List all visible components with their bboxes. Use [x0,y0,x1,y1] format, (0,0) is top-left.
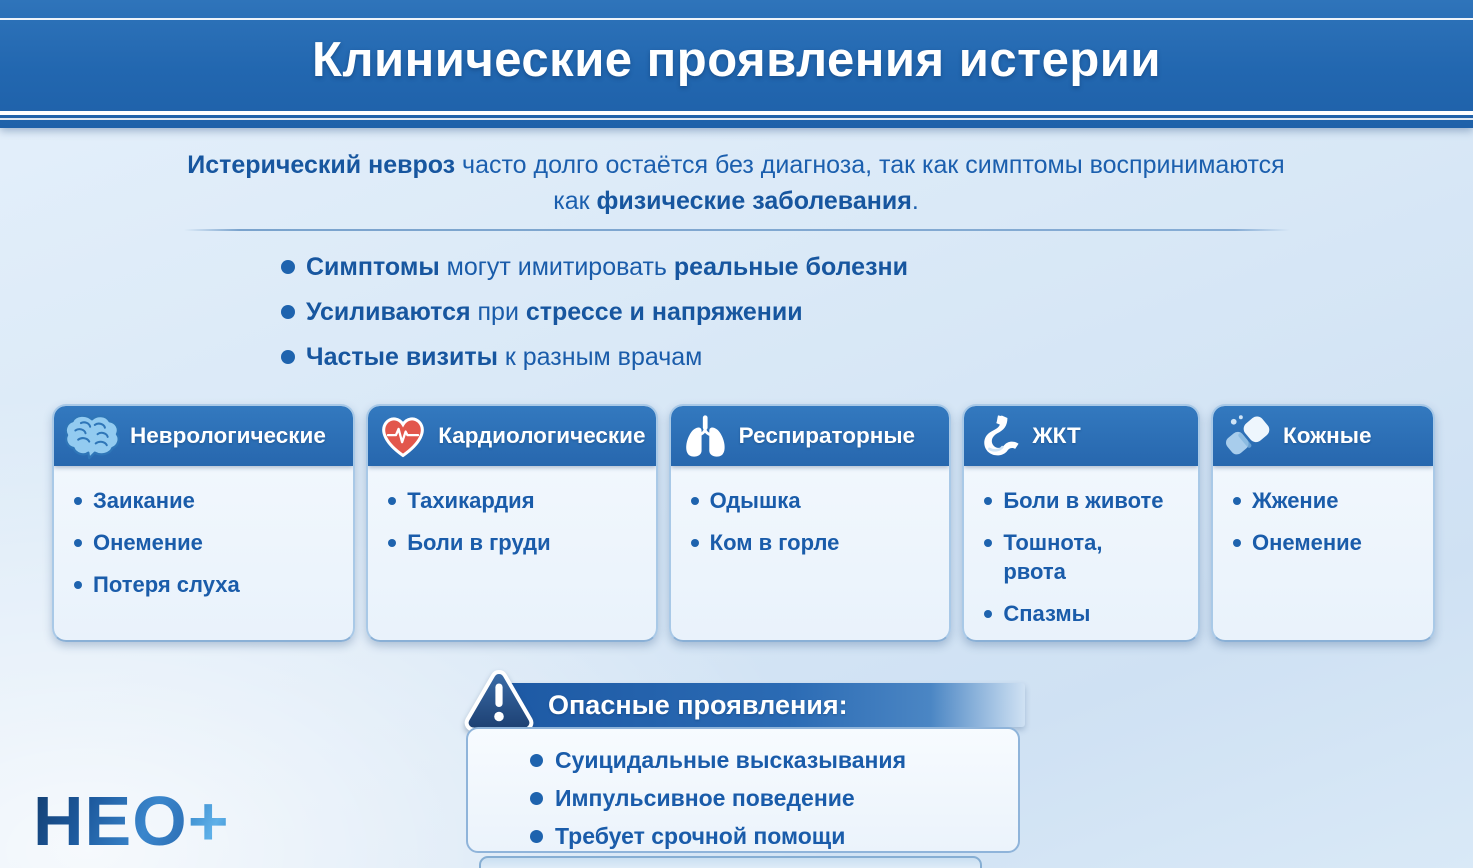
key-point-item [281,342,908,372]
key-point-mid: при [470,298,526,326]
card-symptom-list [54,466,353,622]
bullet-dot [984,610,992,618]
heart-ecg-icon [378,413,428,459]
key-point-item [281,252,908,282]
card-symptom-item: Жжение [1233,486,1421,515]
card-header-bar [368,406,655,466]
key-point-text [306,342,702,372]
key-point-mid: могут имитировать [439,253,674,281]
card-symptom-item: Онемение [74,528,341,557]
key-point-bold: Частые визиты [306,343,498,371]
bullet-dot [281,260,295,274]
card-title: ЖКТ [1032,423,1081,448]
bullet-dot [74,497,82,505]
neo-plus-logo [33,782,230,860]
intro-lead-bold: Истерический невроз [187,151,456,179]
bullet-dot [984,539,992,547]
key-point-item [281,297,908,327]
card-symptom-list [1213,466,1433,580]
bullet-dot [1233,497,1241,505]
card-symptom-item: Боли в груди [388,528,643,557]
card-symptom-item: Тахикардия [388,486,643,515]
warning-callout [462,666,1025,856]
intro-line2-bold: физические заболевания [596,187,912,215]
bullet-dot [691,539,699,547]
intro-text [166,147,1306,219]
card-symptom-item: Потеря слуха [74,570,341,599]
bullet-dot [388,539,396,547]
bullet-dot [530,754,543,767]
symptom-cards-row [52,404,1435,642]
intro-line1: часто долго остаётся без диагноза, так как симптомы воспринимаются [455,151,1285,179]
card-header-bar [1213,406,1433,466]
card-symptom-item: Заикание [74,486,341,515]
page-title: Клинические проявления истерии [311,33,1162,87]
header-accent-line [0,18,1473,20]
bullet-dot [74,581,82,589]
warning-title-bar [500,683,1025,727]
card-title: Кардиологические [438,423,646,448]
warning-item: Суицидальные высказывания [530,746,1008,774]
card-symptom-list [964,466,1198,642]
intro-line2-pre: как [553,187,597,215]
card-symptom-item: Одышка [691,486,938,515]
logo-text: НЕО [33,782,188,860]
key-points-list [281,252,908,387]
bullet-dot [1233,539,1241,547]
bottom-cutoff-panel [479,856,982,868]
card-header-bar [671,406,950,466]
skin-patch-icon [1223,413,1273,459]
card-header-bar [54,406,353,466]
card-header-bar [964,406,1198,466]
card-symptom-item: Спазмы [984,599,1186,628]
card-title: Неврологические [130,423,326,448]
warning-item: Импульсивное поведение [530,784,1008,812]
card-symptom-list [368,466,655,580]
intro-divider [184,229,1290,231]
card-symptom-item: Тошнота, рвота [984,528,1186,586]
card-neurological [52,404,355,642]
warning-title: Опасные проявления: [548,689,848,720]
key-point-bold2: реальные болезни [673,253,908,281]
bullet-dot [281,305,295,319]
card-symptom-item: Ком в горле [691,528,938,557]
title-bar [0,0,1473,128]
card-gastrointestinal [962,404,1200,642]
key-point-text [306,252,908,282]
bullet-dot [530,792,543,805]
card-symptom-list [671,466,950,580]
stomach-icon [974,413,1022,459]
card-skin [1211,404,1435,642]
warning-list [466,727,1020,853]
key-point-bold: Усиливаются [306,298,471,326]
key-point-bold: Симптомы [306,253,440,281]
key-point-text [306,297,803,327]
key-point-bold2: стрессе и напряжении [525,298,803,326]
bullet-dot [984,497,992,505]
lungs-icon [681,413,729,459]
bullet-dot [388,497,396,505]
card-symptom-item: Боли в животе [984,486,1186,515]
card-cardiological [366,404,657,642]
header-bottom-line-thin [0,118,1473,120]
bullet-dot [530,830,543,843]
logo-plus-sign: + [187,782,230,860]
warning-item: Требует срочной помощи [530,822,1008,850]
card-symptom-item: Онемение [1233,528,1421,557]
card-title: Кожные [1283,423,1372,448]
intro-line2-end: . [911,187,919,215]
bullet-dot [691,497,699,505]
bullet-dot [74,539,82,547]
card-respiratory [669,404,952,642]
card-title: Респираторные [738,423,916,448]
brain-icon [64,412,120,460]
bullet-dot [281,350,295,364]
key-point-mid: к разным врачам [497,343,703,371]
warning-triangle-icon [462,666,536,734]
header-bottom-line [0,111,1473,115]
